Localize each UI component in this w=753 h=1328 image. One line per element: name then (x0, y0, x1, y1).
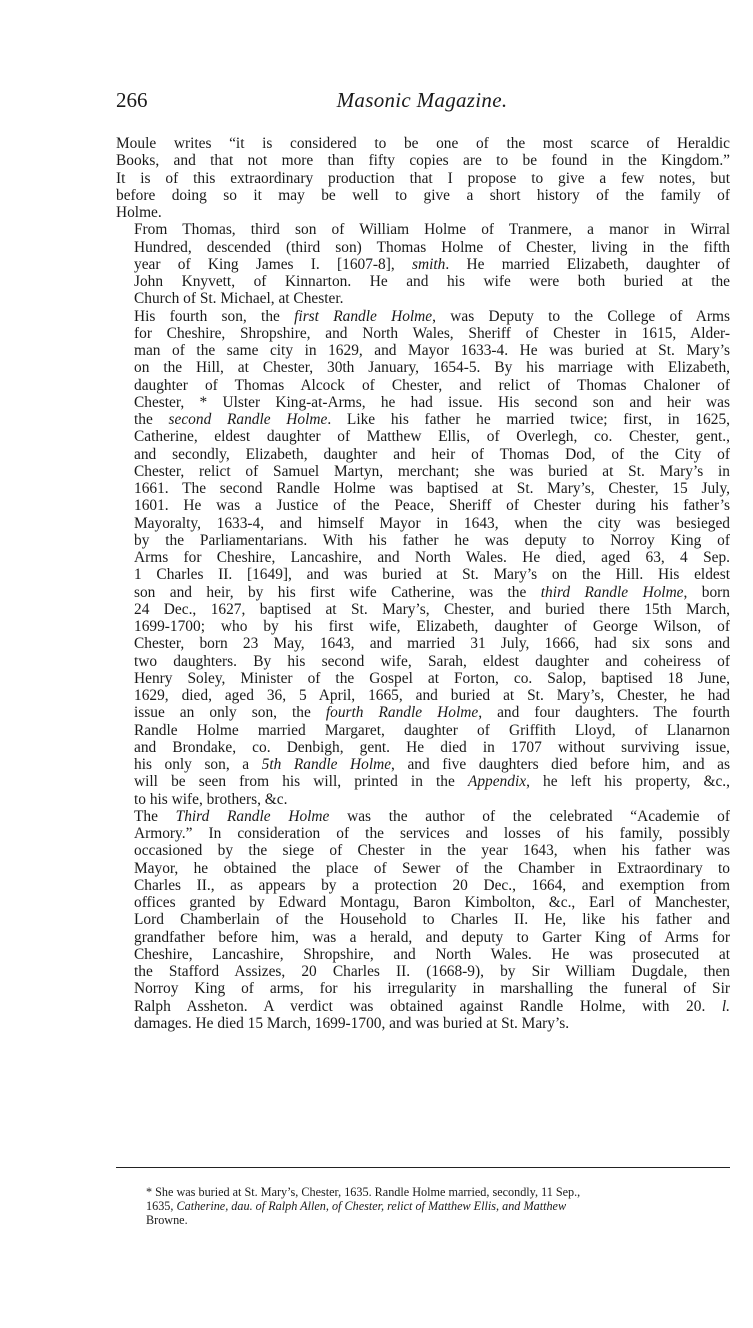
text-line: Church of St. Michael, at Chester. (134, 290, 344, 308)
text-line: 1629, died, aged 36, 5 April, 1665, and buried at St. Mary’s, Chester, he had (134, 687, 730, 704)
paragraph (116, 308, 730, 808)
footnote-line: 1635, Catherine, dau. of Ralph Allen, of Chester, relict of Matthew Ellis, and Matthew (146, 1199, 567, 1214)
text-line: 1601. He was a Justice of the Peace, Sheriff of Chester during his father’s (134, 497, 730, 515)
text-line: year of King James I. [1607-8], smith. He married Elizabeth, daughter of (134, 255, 730, 273)
text-line: on the Hill, at Chester, 30th January, 1654-5. By his marriage with Elizabeth, (134, 359, 730, 377)
text-line: Randle Holme married Margaret, daughter of Griffith Lloyd, of Llanarnon (134, 721, 730, 739)
body-text (116, 135, 730, 1032)
text-line: grandfather before him, was a herald, and deputy to Garter King of Arms for (134, 928, 730, 946)
text-line: Ralph Assheton. A verdict was obtained against Randle Holme, with 20. l. (134, 997, 730, 1015)
text-line: John Knyvett, of Kinnarton. He and his wife were both buried at the (134, 273, 730, 290)
footnote-rule (116, 1167, 730, 1168)
text-line: Mayoralty, 1633-4, and himself Mayor in 1643, when the city was besieged (134, 514, 730, 532)
text-line: son and heir, by his first wife Catherine, was the third Randle Holme, born (134, 583, 730, 601)
text-line: the Stafford Assizes, 20 Charles II. (1668-9), by Sir William Dugdale, then (134, 963, 730, 980)
paragraph (116, 808, 730, 1032)
text-line: daughter of Thomas Alcock of Chester, and relict of Thomas Chaloner of (134, 376, 730, 394)
text-line: offices granted by Edward Montagu, Baron Kimbolton, &c., Earl of Manchester, (134, 894, 730, 911)
text-line: for Cheshire, Shropshire, and North Wales, Sheriff of Chester in 1615, Alder- (134, 324, 730, 342)
text-line: From Thomas, third son of William Holme of Tranmere, a manor in Wirral (134, 221, 730, 239)
text-line: Chester, relict of Samuel Martyn, merchant; she was buried at St. Mary’s in (134, 462, 730, 480)
text-line: The Third Randle Holme was the author of the celebrated “Academie of (134, 807, 731, 825)
text-line: the second Randle Holme. Like his father he married twice; first, in 1625, (134, 411, 730, 428)
text-line: Armory.” In consideration of the services and losses of his family, possibly (134, 825, 730, 842)
text-line: two daughters. By his second wife, Sarah, eldest daughter and coheiress of (134, 652, 730, 670)
text-line: and secondly, Elizabeth, daughter and heir of Thomas Dod, of the City of (134, 445, 730, 463)
text-line: Catherine, eldest daughter of Matthew Ellis, of Overlegh, co. Chester, gent., (134, 428, 730, 446)
text-line: damages. He died 15 March, 1699-1700, and was buried at St. Mary’s. (134, 1014, 570, 1032)
text-line: Lord Chamberlain of the Household to Charles II. He, like his father and (134, 911, 730, 929)
text-line: Charles II., as appears by a protection 20 Dec., 1664, and exemption from (134, 876, 730, 894)
page-header (116, 88, 728, 118)
text-line: to his wife, brothers, &c. (134, 790, 288, 808)
text-line: Moule writes “it is considered to be one of the most scarce of Heraldic (116, 135, 730, 152)
footnote-line: Browne. (146, 1213, 188, 1228)
text-line: his only son, a 5th Randle Holme, and five daughters died before him, and as (134, 756, 730, 773)
text-line: Mayor, he obtained the place of Sewer of the Chamber in Extraordinary to (134, 859, 730, 877)
text-line: man of the same city in 1629, and Mayor 1633-4. He was buried at St. Mary’s (134, 342, 730, 359)
paragraph (116, 135, 730, 221)
text-line: and Brondake, co. Denbigh, gent. He died in 1707 without surviving issue, (134, 738, 730, 756)
page-number: 266 (116, 88, 148, 112)
text-line: Chester, born 23 May, 1643, and married 31 July, 1666, had six sons and (134, 635, 730, 653)
text-line: occasioned by the siege of Chester in the year 1643, when his father was (134, 842, 730, 860)
footnote-line: * She was buried at St. Mary’s, Chester, 1635. Randle Holme married, secondly, 11 Sep., (146, 1185, 581, 1199)
text-line: Books, and that not more than fifty copies are to be found in the Kingdom.” (116, 152, 730, 170)
text-line: 1 Charles II. [1649], and was buried at St. Mary’s on the Hill. His eldest (134, 566, 730, 584)
text-line: by the Parliamentarians. With his father he was deputy to Norroy King of (134, 531, 730, 549)
text-line: His fourth son, the first Randle Holme, was Deputy to the College of Arms (134, 307, 730, 325)
text-line: Hundred, descended (third son) Thomas Holme of Chester, living in the fifth (134, 238, 730, 256)
text-line: issue an only son, the fourth Randle Holme, and four daughters. The fourth (134, 704, 730, 722)
text-line: Henry Soley, Minister of the Gospel at Forton, co. Salop, baptised 18 June, (134, 669, 730, 687)
text-line: Holme. (116, 204, 162, 221)
text-line: Norroy King of arms, for his irregularity in marshalling the funeral of Sir (134, 980, 730, 998)
text-line: Arms for Cheshire, Lancashire, and North Wales. He died, aged 63, 4 Sep. (134, 549, 730, 566)
text-line: will be seen from his will, printed in the Appendix, he left his property, &c., (134, 773, 730, 791)
text-line: 24 Dec., 1627, baptised at St. Mary’s, Chester, and buried there 15th March, (134, 600, 730, 618)
text-line: It is of this extraordinary production that I propose to give a few notes, but (116, 169, 730, 187)
running-title: Masonic Magazine. (336, 88, 508, 112)
text-line: before doing so it may be well to give a short history of the family of (116, 186, 730, 204)
text-line: 1699-1700; who by his first wife, Elizabeth, daughter of George Wilson, of (134, 618, 730, 635)
text-line: Chester, * Ulster King-at-Arms, he had issue. His second son and heir was (134, 393, 730, 411)
footnote (116, 1185, 730, 1228)
paragraph (116, 221, 730, 307)
text-line: Cheshire, Lancashire, Shropshire, and North Wales. He was prosecuted at (134, 945, 730, 963)
text-line: 1661. The second Randle Holme was baptised at St. Mary’s, Chester, 15 July, (134, 480, 730, 497)
